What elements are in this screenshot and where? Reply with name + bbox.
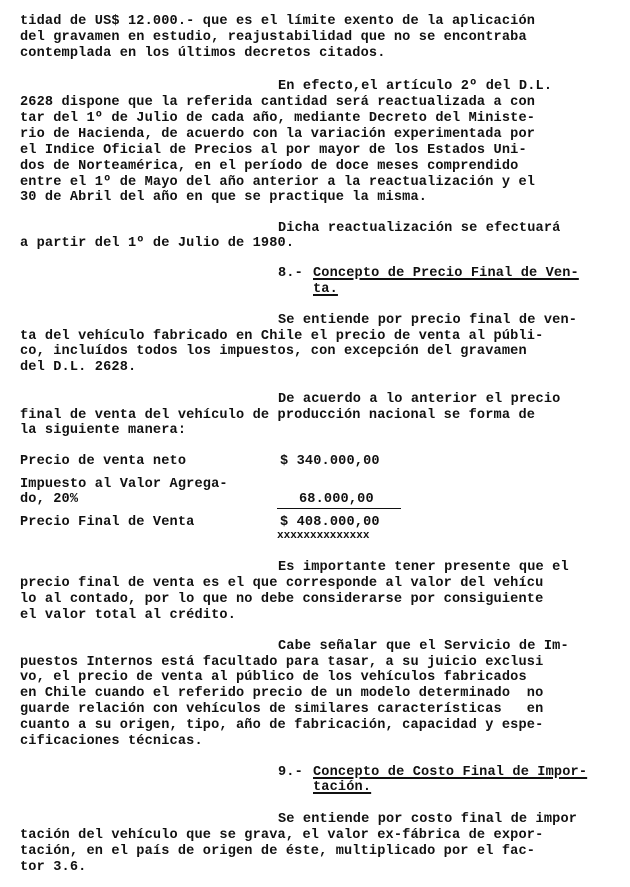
row-value: $ 340.000,00 — [280, 454, 380, 469]
sum-rule — [277, 508, 401, 509]
text-line: Es importante tener presente que el — [278, 560, 569, 575]
section-title: Concepto de Costo Final de Impor- — [313, 765, 588, 780]
text-line: Se entiende por costo final de impor — [278, 812, 578, 827]
row-label: Impuesto al Valor Agrega- — [20, 477, 228, 492]
text-line: De acuerdo a lo anterior el precio — [278, 392, 561, 407]
text-line: ta del vehículo fabricado en Chile el precio de venta al públi- — [20, 329, 544, 344]
text-line: el valor total al crédito. — [20, 608, 236, 623]
section-number: 9.- — [278, 765, 303, 780]
text-line: del gravamen en estudio, reajustabilidad que no se encontraba — [20, 30, 527, 45]
text-line: a partir del 1º de Julio de 1980. — [20, 236, 295, 251]
text-line: tidad de US$ 12.000.- que es el límite exento de la aplicación — [20, 14, 536, 29]
text-line: 2628 dispone que la referida cantidad será reactualizada a con — [20, 95, 536, 110]
text-line: co, incluídos todos los impuestos, con excepción del gravamen — [20, 344, 527, 359]
text-line: tación del vehículo que se grava, el valor ex-fábrica de expor- — [20, 828, 544, 843]
text-line: tar del 1º de Julio de cada año, mediante Decreto del Ministe- — [20, 111, 536, 126]
section-title: ta. — [313, 282, 338, 297]
text-line: del D.L. 2628. — [20, 360, 137, 375]
text-line: la siguiente manera: — [20, 423, 187, 438]
text-line: puestos Internos está facultado para tasar, a su juicio exclusi — [20, 655, 544, 670]
text-line: tor 3.6. — [20, 860, 87, 875]
text-line: vo, el precio de venta al público de los vehículos fabricados — [20, 670, 527, 685]
row-value: $ 408.000,00 — [280, 515, 380, 530]
text-line: entre el 1º de Mayo del año anterior a la reactualización y el — [20, 175, 536, 190]
section-number: 8.- — [278, 266, 303, 281]
text-line: dos de Norteamérica, en el período de doce meses comprendido — [20, 159, 519, 174]
text-line: guarde relación con vehículos de similares características en — [20, 702, 544, 717]
row-label: Precio Final de Venta — [20, 515, 195, 530]
row-label: Precio de venta neto — [20, 454, 187, 469]
section-title: Concepto de Precio Final de Ven- — [313, 266, 579, 281]
text-line: tación, en el país de origen de éste, multiplicado por el fac- — [20, 844, 536, 859]
text-line: 30 de Abril del año en que se practique la misma. — [20, 190, 428, 205]
text-line: contemplada en los últimos decretos citados. — [20, 46, 386, 61]
text-line: lo al contado, por lo que no debe considerarse por consiguiente — [20, 592, 544, 607]
section-title: tación. — [313, 780, 372, 795]
text-line: final de venta del vehículo de producción nacional se forma de — [20, 408, 536, 423]
text-line: Se entiende por precio final de ven- — [278, 313, 578, 328]
text-line: cificaciones técnicas. — [20, 734, 203, 749]
text-line: cuanto a su origen, tipo, año de fabricación, capacidad y espe- — [20, 718, 544, 733]
text-line: precio final de venta es el que corresponde al valor del vehícu — [20, 576, 544, 591]
text-line: Dicha reactualización se efectuará — [278, 221, 561, 236]
text-line: el Indice Oficial de Precios al por mayor de los Estados Uni- — [20, 143, 527, 158]
row-label-continued: do, 20% — [20, 492, 79, 507]
row-value: 68.000,00 — [299, 492, 374, 507]
total-marker: xxxxxxxxxxxxxx — [277, 530, 370, 542]
text-line: Cabe señalar que el Servicio de Im- — [278, 639, 569, 654]
text-line: En efecto,el artículo 2º del D.L. — [278, 79, 553, 94]
text-line: en Chile cuando el referido precio de un modelo determinado no — [20, 686, 544, 701]
text-line: rio de Hacienda, de acuerdo con la variación experimentada por — [20, 127, 536, 142]
